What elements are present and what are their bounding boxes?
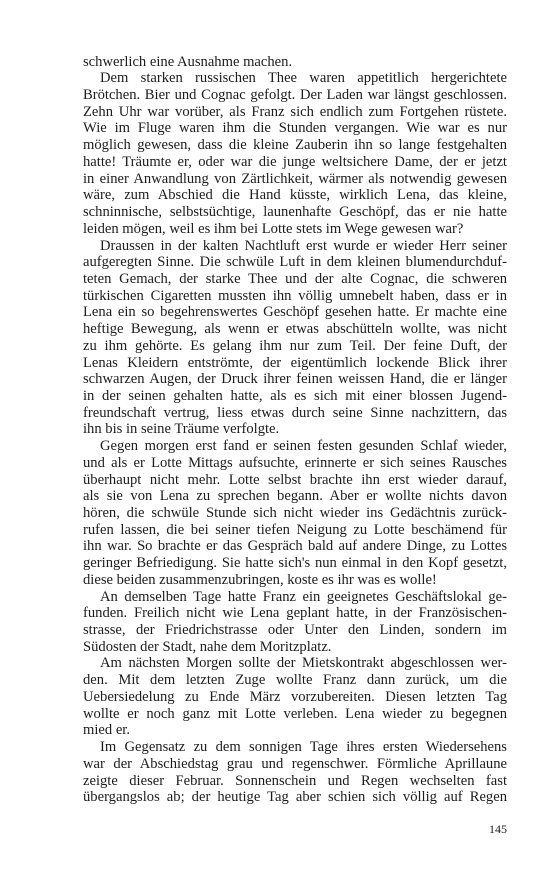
text-line: hören, die schwüle Stunde sich nicht wieder ins Gedächtnis zurück- — [83, 505, 507, 521]
text-line: überhaupt nicht mehr. Lotte selbst brachte ihn erst wieder darauf, — [83, 471, 507, 488]
text-line: funden. Freilich nicht wie Lena geplant hatte, in der Französischen- — [83, 605, 507, 622]
text-line: leiden mögen, weil es ihm bei Lotte stets im Wege gewesen war? — [83, 220, 464, 237]
text-line: schwarzen Augen, der Druck ihrer feinen weissen Hand, die er länger — [83, 371, 507, 388]
text-line: mied er. — [83, 722, 131, 739]
paragraph-continuation — [83, 54, 507, 71]
text-line: als sie von Lena zu sprechen begann. Aber er wollte nichts davon — [83, 488, 507, 505]
text-line: Am nächsten Morgen sollte der Mietskontrakt abgeschlossen wer- — [100, 655, 507, 672]
paragraph-7 — [83, 739, 507, 806]
text-line: geringer Befriedigung. Sie hatte sich's nun einmal in den Kopf gesetzt, — [83, 555, 507, 572]
paragraph-4 — [83, 438, 507, 588]
text-line: möglich gewesen, dass die kleine Zauberin ihn so lange festgehalten — [83, 137, 507, 154]
text-line: aufgeregten Sinne. Die schwüle Luft in dem kleinen blumendurchduf- — [83, 254, 507, 271]
text-line: Gegen morgen erst fand er seinen festen gesunden Schlaf wieder, — [100, 438, 507, 455]
text-line: wollte er noch ganz mit Lotte verleben. Lena wieder zu begegnen — [83, 705, 507, 722]
text-line: Im Gegensatz zu dem sonnigen Tage ihres ersten Wiedersehens — [100, 739, 507, 756]
paragraph-6 — [83, 655, 507, 739]
text-line: war der Abschiedstag grau und regenschwer. Förmliche Aprillaune — [83, 755, 507, 772]
text-line: schninnische, selbstsüchtige, launenhafte Geschöpf, das er nie hatte — [83, 204, 507, 221]
text-line: diese beiden zusammenzubringen, koste es ihr was es wolle! — [83, 571, 437, 588]
text-line: strasse, der Friedrichstrasse oder Unter den Linden, sondern im — [83, 622, 507, 639]
text-line: schwerlich eine Ausnahme machen. — [83, 53, 293, 70]
text-line: und als er Lotte Mittags aufsuchte, erinnerte er sich seines Rausches — [83, 454, 507, 471]
text-line: Südosten der Stadt, nahe dem Moritzplatz. — [83, 638, 332, 655]
text-line: ihn bis in seine Träume verfolgte. — [83, 421, 280, 438]
text-line: Dem starken russischen Thee waren appetitlich hergerichtete — [100, 70, 507, 87]
text-line: rufen lassen, die bei seiner tiefen Neigung zu Lotte beschämend für — [83, 521, 507, 538]
text-line: wäre, zum Abschied die Hand küsste, wirklich Lena, das kleine, — [83, 187, 507, 204]
text-line: heftige Bewegung, als wenn er etwas abschütteln wollte, was nicht — [83, 321, 507, 338]
text-line: hatte! Träumte er, oder war die junge weltsichere Dame, der er jetzt — [83, 153, 507, 170]
paragraph-5 — [83, 589, 507, 656]
text-line: zu ihm gehörte. Es gelang ihm nur zum Teil. Der feine Duft, der — [83, 337, 507, 354]
text-line: in einer Anwandlung von Zärtlichkeit, wärmer als notwendig gewesen — [83, 170, 507, 187]
text-line: Brötchen. Bier und Cognac gefolgt. Der Laden war längst geschlossen. — [83, 87, 507, 104]
text-line: zeigte dieser Februar. Sonnenschein und Regen wechselten fast — [83, 772, 507, 789]
paragraph-2 — [83, 70, 507, 237]
text-line: freundschaft vertrug, liess etwas durch seine Sinne nachzittern, das — [83, 404, 507, 421]
text-line: Draussen in der kalten Nachtluft erst wurde er wieder Herr seiner — [100, 237, 507, 254]
text-line: Lena ein so begehrenswertes Geschöpf gesehen hatte. Er machte eine — [83, 304, 507, 321]
text-line: in der seinen gehalten hatte, als es sich mit einer blossen Jugend- — [83, 387, 507, 404]
text-line: Uebersiedelung zu Ende März vorzubereiten. Diesen letzten Tag — [83, 688, 507, 705]
text-line: teten Gemach, der starke Thee und der alte Cognac, die schweren — [83, 270, 507, 287]
text-line: Zehn Uhr war vorüber, als Franz sich endlich zum Fortgehen rüstete. — [83, 103, 507, 120]
page-number: 145 — [489, 822, 507, 836]
text-line: Wie im Fluge waren ihm die Stunden vergangen. Wie war es nur — [83, 120, 507, 137]
text-line: An demselben Tage hatte Franz ein geeignetes Geschäftslokal ge- — [100, 588, 507, 605]
text-line: Lenas Kleidern entströmte, der eigentümlich lockende Blick ihrer — [83, 354, 507, 371]
paragraph-3 — [83, 238, 507, 439]
text-line: den. Mit dem letzten Zuge wollte Franz dann zurück, um die — [83, 672, 507, 689]
text-line: ihn war. So brachte er das Gespräch bald auf andere Dinge, zu Lottes — [83, 538, 507, 555]
text-line: türkischen Cigaretten mussten ihn völlig umnebelt haben, dass er in — [83, 287, 507, 304]
text-line: übergangslos ab; der heutige Tag aber schien sich völlig auf Regen — [83, 789, 507, 806]
text-block — [83, 54, 507, 806]
